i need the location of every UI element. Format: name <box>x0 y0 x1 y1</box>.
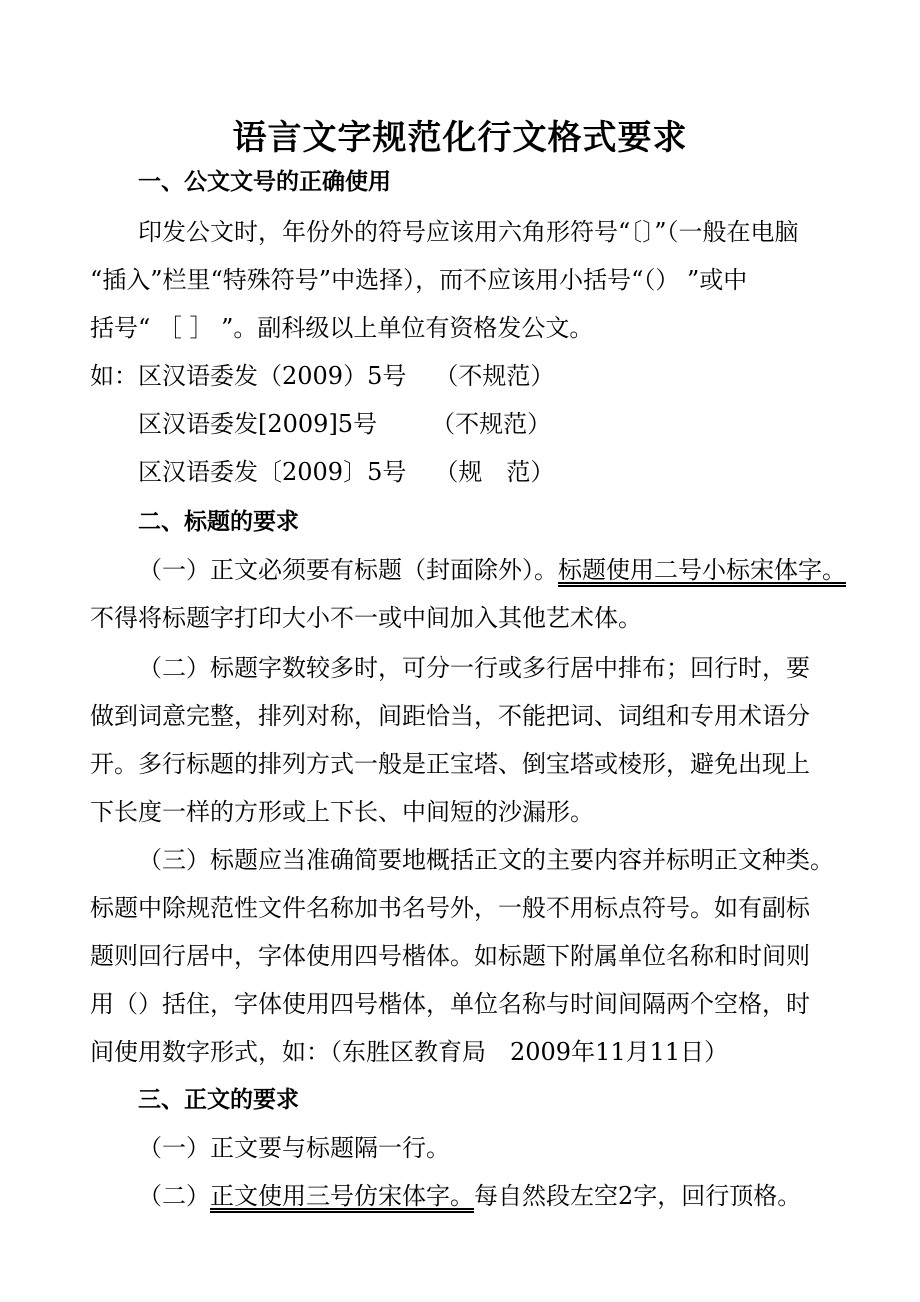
example-row <box>138 406 551 442</box>
paragraph-line: （三）标题应当准确简要地概括正文的主要内容并标明正文种类。 <box>138 846 834 874</box>
paragraph-text: （一）正文必须要有标题（封面除外）。 <box>138 556 558 584</box>
example-text: 区汉语委发（2009）5号 <box>138 362 407 390</box>
example-prefix: 如： <box>90 362 138 390</box>
section-heading-1: 一、公文文号的正确使用 <box>138 169 391 195</box>
paragraph-line: 标题中除规范性文件名称加书名号外，一般不用标点符号。如有副标 <box>90 894 810 922</box>
paragraph-line: 用（）括住，字体使用四号楷体，单位名称与时间间隔两个空格，时 <box>90 990 810 1018</box>
example-row <box>90 358 554 394</box>
paragraph-line: 不得将标题字打印大小不一或中间加入其他艺术体。 <box>90 604 642 632</box>
paragraph-line <box>138 552 846 588</box>
document-title: 语言文字规范化行文格式要求 <box>232 118 688 158</box>
paragraph-line: 做到词意完整，排列对称，间距恰当，不能把词、词组和专用术语分 <box>90 702 810 730</box>
paragraph-line <box>138 1178 801 1214</box>
underlined-requirement: 正文使用三号仿宋体字。 <box>210 1182 474 1210</box>
paragraph-line: 间使用数字形式，如：（东胜区教育局 2009年11月11日） <box>90 1038 729 1066</box>
paragraph-line: 印发公文时，年份外的符号应该用六角形符号“〔〕”（一般在电脑 <box>138 218 799 246</box>
paragraph-line: 开。多行标题的排列方式一般是正宝塔、倒宝塔或棱形，避免出现上 <box>90 750 810 778</box>
underlined-requirement: 标题使用二号小标宋体字。 <box>558 556 846 584</box>
section-heading-2: 二、标题的要求 <box>138 509 299 535</box>
paragraph-line: 下长度一样的方形或上下长、中间短的沙漏形。 <box>90 798 594 826</box>
paragraph-line: 括号“ ［ ］ ”。副科级以上单位有资格发公文。 <box>90 314 594 342</box>
example-text: 区汉语委发〔2009〕5号 <box>138 458 407 486</box>
example-note: （不规范） <box>434 362 555 390</box>
paragraph-text: 每自然段左空2字，回行顶格。 <box>474 1182 802 1210</box>
paragraph-line: 题则回行居中，字体使用四号楷体。如标题下附属单位名称和时间则 <box>90 942 810 970</box>
section-heading-3: 三、正文的要求 <box>138 1087 299 1113</box>
example-text: 区汉语委发[2009]5号 <box>138 410 378 438</box>
paragraph-line: “插入”栏里“特殊符号”中选择），而不应该用小括号“（） ”或中 <box>90 266 748 294</box>
example-note: （规 范） <box>434 458 555 486</box>
paragraph-text: （二） <box>138 1182 210 1210</box>
example-row <box>138 454 554 490</box>
paragraph-line: （二）标题字数较多时，可分一行或多行居中排布；回行时，要 <box>138 654 810 682</box>
example-note: （不规范） <box>431 410 552 438</box>
paragraph-line: （一）正文要与标题隔一行。 <box>138 1134 450 1162</box>
